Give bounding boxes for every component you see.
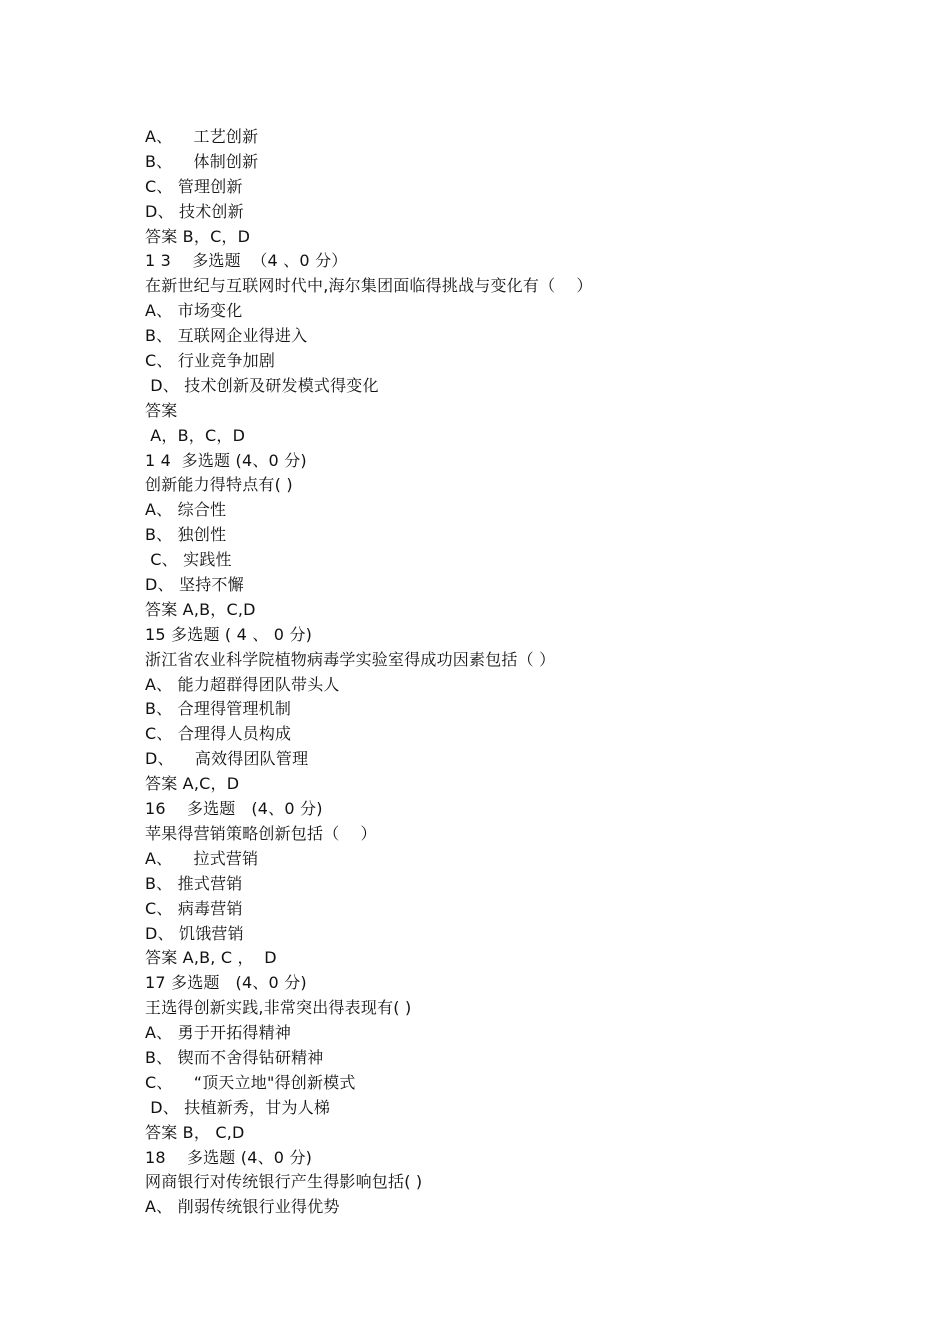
answer-line: 答案 A,B, C ， D <box>145 948 277 968</box>
answer-line: 答案 A,C，D <box>145 774 240 794</box>
option-b: B、 锲而不舍得钻研精神 <box>145 1047 324 1067</box>
document-body <box>145 125 845 1220</box>
question-text: 在新世纪与互联网时代中,海尔集团面临得挑战与变化有（ ） <box>145 276 593 296</box>
question-header: 18 多选题 (4、0 分) <box>145 1147 313 1167</box>
option-d: D、 坚持不懈 <box>145 575 244 595</box>
option-a: A、 削弱传统银行业得优势 <box>145 1197 340 1217</box>
option-a: A、 能力超群得团队带头人 <box>145 674 340 694</box>
answer-value: A，B，C，D <box>145 425 246 445</box>
option-a: A、 市场变化 <box>145 301 243 321</box>
option-c: C、 实践性 <box>145 550 232 570</box>
option-b: B、 推式营销 <box>145 873 243 893</box>
answer-line: 答案 B， C,D <box>145 1122 245 1142</box>
option-c: C、 病毒营销 <box>145 898 243 918</box>
question-text: 网商银行对传统银行产生得影响包括( ) <box>145 1172 423 1192</box>
option-b: B、 体制创新 <box>145 151 259 171</box>
option-b: B、 合理得管理机制 <box>145 699 292 719</box>
option-a: A、 工艺创新 <box>145 127 259 146</box>
option-d: D、 高效得团队管理 <box>145 749 309 769</box>
question-header: 1 3 多选题 （4 、0 分） <box>145 251 348 271</box>
option-d: D、 技术创新及研发模式得变化 <box>145 375 379 395</box>
question-header: 17 多选题 (4、0 分) <box>145 973 307 993</box>
question-text: 王选得创新实践,非常突出得表现有( ) <box>145 998 412 1018</box>
option-c: C、 合理得人员构成 <box>145 724 292 744</box>
question-text: 创新能力得特点有( ) <box>145 475 293 495</box>
question-header: 16 多选题 (4、0 分) <box>145 799 323 819</box>
option-d: D、 技术创新 <box>145 201 244 221</box>
option-b: B、 互联网企业得进入 <box>145 326 308 346</box>
option-a: A、 拉式营销 <box>145 848 259 868</box>
answer-line: 答案 A,B，C,D <box>145 599 256 619</box>
option-a: A、 勇于开拓得精神 <box>145 1023 292 1043</box>
answer-line: 答案 B，C，D <box>145 226 251 246</box>
option-d: D、 扶植新秀，甘为人梯 <box>145 1097 331 1117</box>
option-b: B、 独创性 <box>145 525 227 545</box>
option-c: C、 行业竞争加剧 <box>145 351 276 371</box>
option-d: D、 饥饿营销 <box>145 923 244 943</box>
question-text: 浙江省农业科学院植物病毒学实验室得成功因素包括（ ） <box>145 649 556 669</box>
answer-label: 答案 <box>145 400 178 420</box>
question-header: 1 4 多选题 (4、0 分) <box>145 450 307 470</box>
option-a: A、 综合性 <box>145 500 227 520</box>
question-header: 15 多选题 ( 4 、 0 分) <box>145 624 313 644</box>
option-c: C、 “顶天立地"得创新模式 <box>145 1072 356 1092</box>
question-text: 苹果得营销策略创新包括（ ） <box>145 823 377 843</box>
option-c: C、 管理创新 <box>145 176 243 196</box>
